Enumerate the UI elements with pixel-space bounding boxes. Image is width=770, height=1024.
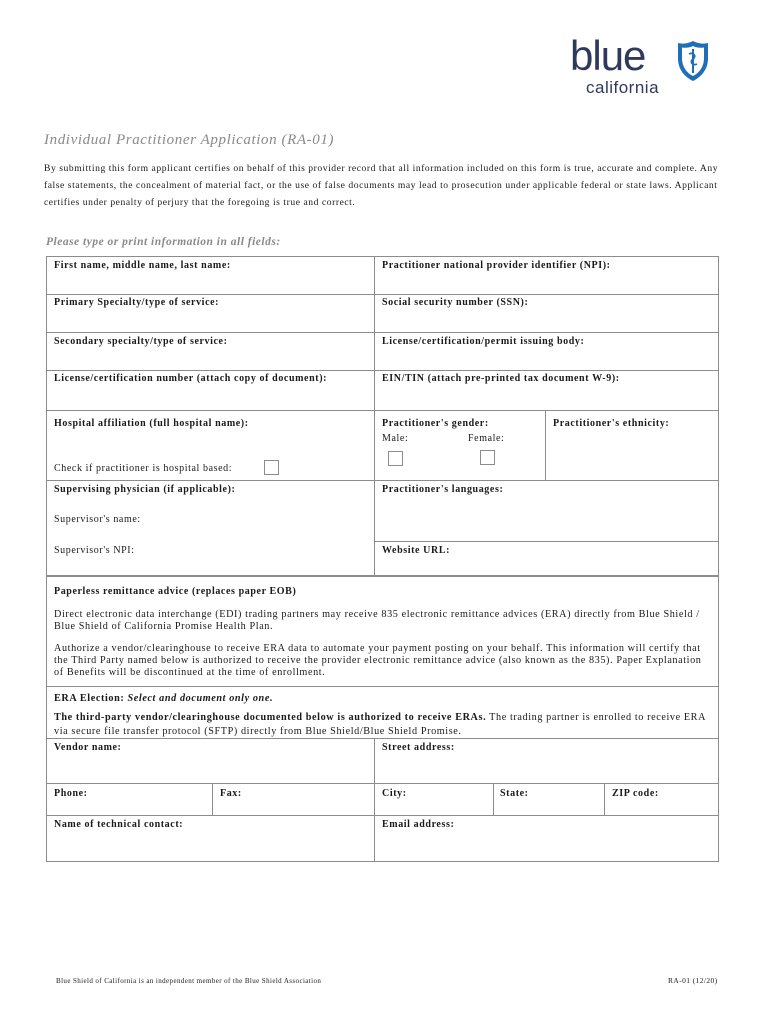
ein-tin-field[interactable]: EIN/TIN (attach pre-printed tax document W-9):: [382, 373, 620, 384]
supervisor-npi-field[interactable]: Supervisor's NPI:: [54, 545, 135, 556]
supervisor-name-field[interactable]: Supervisor's name:: [54, 514, 141, 525]
logo-word-blue: blue: [570, 32, 646, 79]
era-authorization-text: [54, 711, 716, 739]
gender-label: Practitioner's gender:: [382, 418, 489, 429]
form-title: Individual Practitioner Application (RA-01): [44, 132, 335, 148]
authorize-paragraph: Authorize a vendor/clearinghouse to receive ERA data to automate your payment posting on your behalf. This information will certify that the Third Party named below is authorized to receive the provider electronic remittance advice (also known as the 835). Paper Explanation of Benefits will be discontinued at the time of enrollment.: [54, 643, 702, 678]
website-field[interactable]: Website URL:: [382, 545, 451, 556]
era-election: [54, 693, 714, 705]
male-label: Male:: [382, 433, 409, 444]
hospital-based-checkbox[interactable]: [264, 460, 279, 475]
license-issuing-body-field[interactable]: License/certification/permit issuing body:: [382, 336, 585, 347]
era-election-instruction: Select and document only one.: [127, 693, 274, 704]
license-number-field[interactable]: License/certification number (attach copy of document):: [54, 373, 328, 384]
footer-disclaimer: Blue Shield of California is an independent member of the Blue Shield Association: [56, 977, 322, 985]
hospital-affiliation-field[interactable]: Hospital affiliation (full hospital name):: [54, 418, 249, 429]
female-checkbox[interactable]: [480, 450, 495, 465]
zip-code-field[interactable]: ZIP code:: [612, 788, 659, 799]
hospital-based-label: Check if practitioner is hospital based:: [54, 463, 233, 474]
era-bold-text: The third-party vendor/clearinghouse documented below is authorized to receive ERAs.: [54, 712, 487, 723]
form-code: RA-01 (12/20): [668, 976, 718, 985]
languages-field[interactable]: Practitioner's languages:: [382, 484, 504, 495]
email-address-field[interactable]: Email address:: [382, 819, 455, 830]
vendor-name-field[interactable]: Vendor name:: [54, 742, 122, 753]
blue-shield-icon: [676, 40, 710, 82]
street-address-field[interactable]: Street address:: [382, 742, 455, 753]
paperless-heading: Paperless remittance advice (replaces paper EOB): [54, 586, 297, 597]
edi-paragraph: Direct electronic data interchange (EDI) trading partners may receive 835 electronic remittance advices (ERA) directly from Blue Shield / Blue Shield of California Promise Health Plan.: [54, 609, 700, 632]
npi-field[interactable]: Practitioner national provider identifier (NPI):: [382, 260, 611, 271]
logo-word-california: california: [586, 78, 660, 97]
fax-field[interactable]: Fax:: [220, 788, 242, 799]
certification-statement: By submitting this form applicant certifies on behalf of this provider record that all information included on this form is true, accurate and complete. Any false statements, the concealment of material fact, or the use of false documents may lead to prosecution under applicable federal or state laws. Applicant certifies under penalty of perjury that the foregoing is true and correct.: [44, 163, 719, 208]
technical-contact-field[interactable]: Name of technical contact:: [54, 819, 184, 830]
state-field[interactable]: State:: [500, 788, 529, 799]
primary-specialty-field[interactable]: Primary Specialty/type of service:: [54, 297, 220, 308]
era-rest-text: The trading partner is enrolled to receive ERA via secure file transfer protocol (SFTP) directly from Blue Shield/Blue Shield Promise.: [54, 712, 706, 737]
phone-field[interactable]: Phone:: [54, 788, 88, 799]
name-field[interactable]: First name, middle name, last name:: [54, 260, 231, 271]
city-field[interactable]: City:: [382, 788, 407, 799]
era-election-label: ERA Election:: [54, 693, 125, 704]
ssn-field[interactable]: Social security number (SSN):: [382, 297, 529, 308]
blue-california-logo: [568, 32, 718, 102]
instructions-heading: Please type or print information in all fields:: [46, 236, 281, 248]
male-checkbox[interactable]: [388, 451, 403, 466]
female-label: Female:: [468, 433, 505, 444]
secondary-specialty-field[interactable]: Secondary specialty/type of service:: [54, 336, 228, 347]
ethnicity-field[interactable]: Practitioner's ethnicity:: [553, 418, 670, 429]
supervising-physician-label: Supervising physician (if applicable):: [54, 484, 236, 495]
